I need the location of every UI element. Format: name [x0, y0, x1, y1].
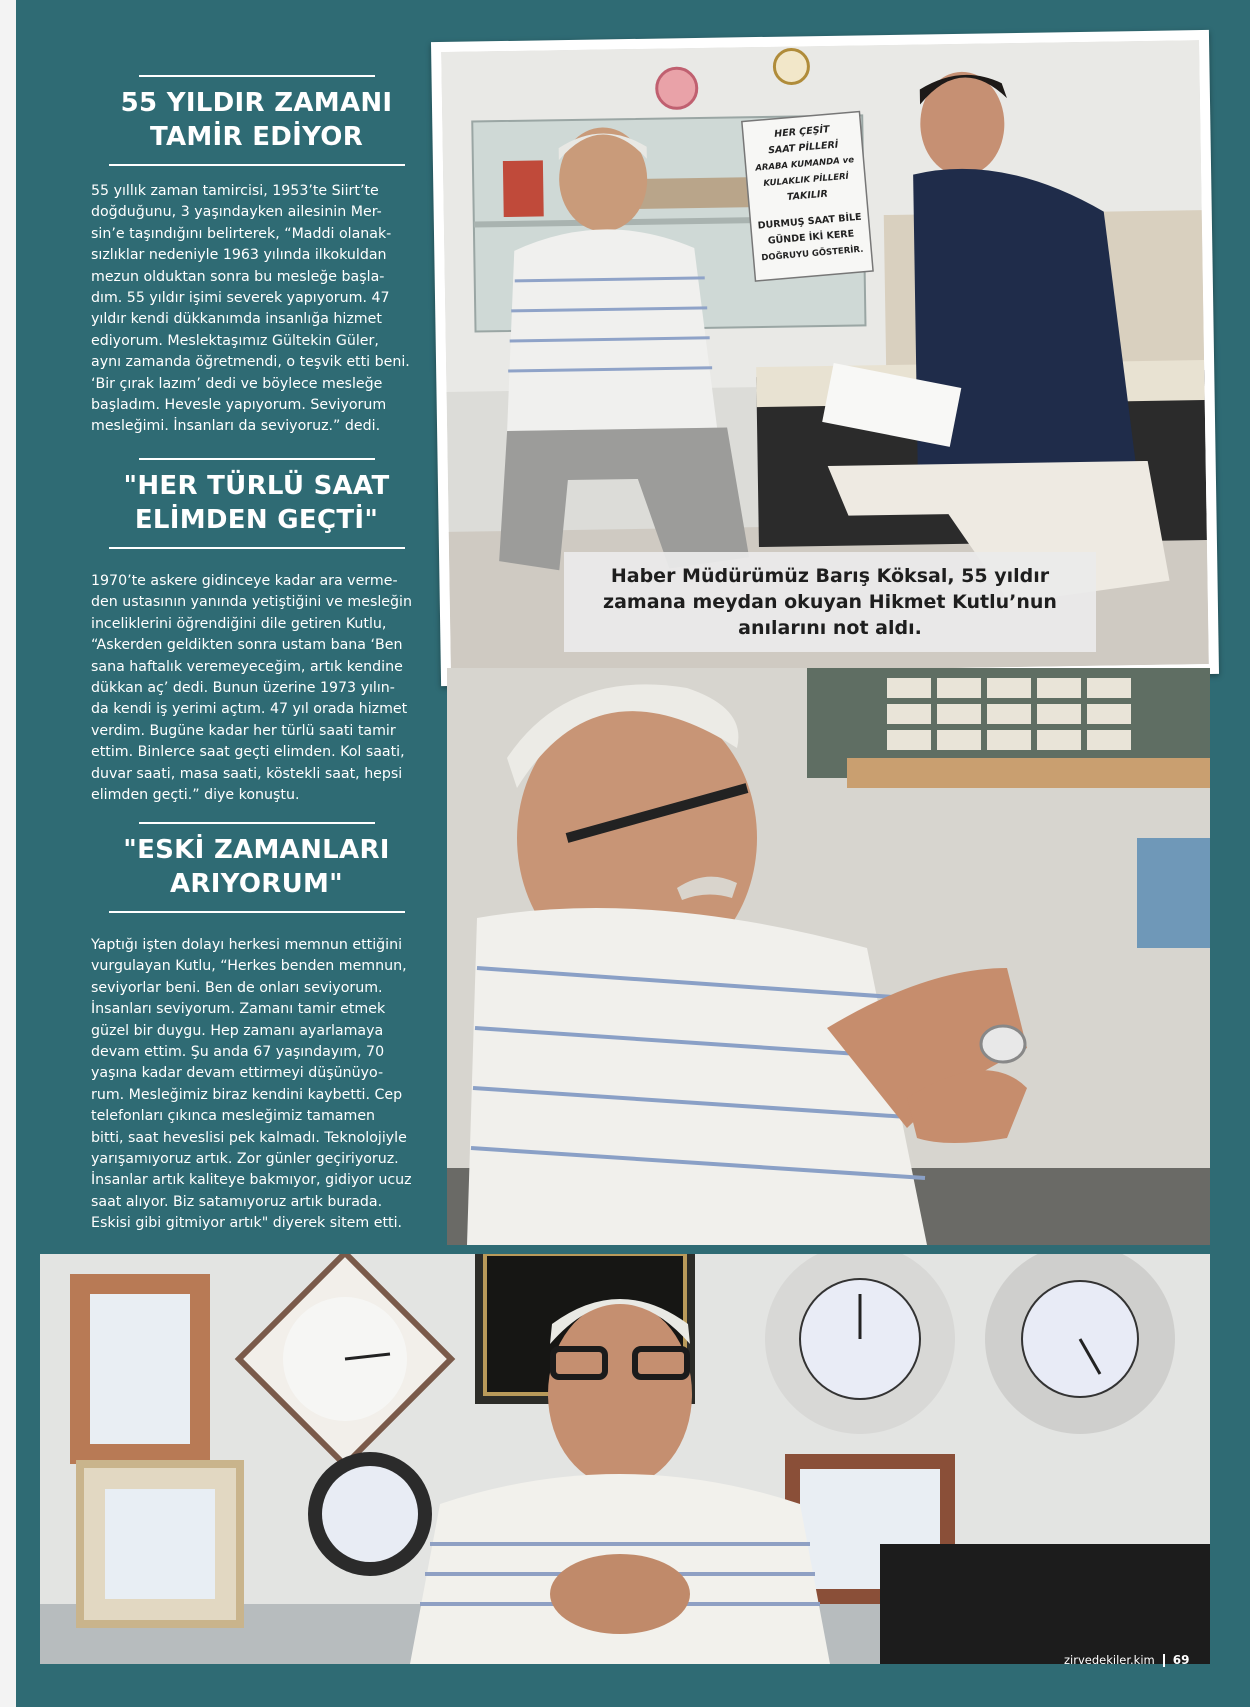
- shop-sign-line: HER ÇEŞİT: [773, 124, 831, 140]
- watchmaker-closeup-photo: [447, 668, 1210, 1245]
- wall-clocks-photo: [40, 1254, 1210, 1664]
- section-heading: 55 YILDIR ZAMANI TAMİR EDİYOR: [120, 88, 393, 152]
- footer-divider: [1163, 1654, 1165, 1667]
- page-footer: [1064, 1650, 1189, 1670]
- shop-sign-line: TAKILIR: [786, 188, 829, 203]
- section-intro: [91, 75, 422, 438]
- binders: [880, 1544, 1210, 1664]
- section-heading: "ESKİ ZAMANLARI ARIYORUM": [123, 835, 390, 899]
- article-paragraph: 1970’te askere gidinceye kadar ara verme- den ustasının yanında yetiştiğini ve mesleğin inceliklerini öğrendiğini dile getiren Kutlu, “Askerden geldikten sonra ustam bana ‘Ben sana haftalık veremeyeceğim, artık kendine dükkan aç’ dedi. Bunun üzerine 1973 yılın- da kendi iş yerimi açtım. 47 yıl orada hizmet verdim. Bugüne kadar her türlü saati tamir ettim. Binlerce saat geçti elimden. Kol saati, duvar saati, masa saati, köstekli saat, hepsi elimden geçti.” diye konuştu.: [91, 573, 412, 804]
- shop-sign-line: KULAKLIK PİLLERİ: [762, 171, 850, 189]
- section-old-times: [91, 822, 422, 1235]
- photo-caption: Haber Müdürümüz Barış Köksal, 55 yıldır zamana meydan okuyan Hikmet Kutlu’nun anılarını not aldı.: [564, 552, 1096, 652]
- section-every-watch: [91, 458, 422, 806]
- wall-clock-icon: [308, 1452, 432, 1576]
- heading-rule-top: [139, 458, 375, 460]
- shop-sign-line: DOĞRUYU GÖSTERİR.: [761, 244, 864, 264]
- pocket-watch-icon: [981, 1026, 1025, 1062]
- page-number: 69: [1172, 1653, 1190, 1667]
- footer-site: zirvedekiler.kim: [1064, 1653, 1155, 1667]
- shop-sign-line: DURMUŞ SAAT BİLE: [757, 211, 862, 232]
- page-edge-strip: [0, 0, 16, 1707]
- heading-rule-top: [139, 75, 375, 77]
- shop-sign-line: ARABA KUMANDA ve: [754, 155, 855, 174]
- wall-clock-icon: [70, 1274, 210, 1464]
- alarm-clock-icon: [656, 68, 697, 109]
- heading-rule-bottom: [109, 164, 405, 166]
- heading-rule-bottom: [109, 547, 405, 549]
- shop-sign: [742, 111, 873, 281]
- shop-sign-line: GÜNDE İKİ KERE: [767, 228, 855, 247]
- heading-rule-top: [139, 822, 375, 824]
- wall-clock-icon: [80, 1464, 240, 1624]
- article-paragraph: 55 yıllık zaman tamircisi, 1953’te Siirt’te doğduğunu, 3 yaşındayken ailesinin Mer- sin’e taşındığını belirterek, “Maddi olanak- sızlıklar nedeniyle 1963 yılında ilkokuldan mezun olduktan sonra bu mesleğe başla- dım. 55 yıldır işimi severek yapıyorum. 47 yıldır kendi dükkanımda insanlığa hizmet ediyorum. Meslektaşımız Gültekin Güler, aynı zamanda öğretmendi, o teşvik etti beni. ‘Bir çırak lazım’ dedi ve böylece mesleğe başladım. Hevesle yapıyorum. Seviyorum mesleğimi. İnsanları da seviyoruz.” dedi.: [91, 183, 410, 435]
- shop-sign-line: SAAT PİLLERİ: [767, 139, 839, 157]
- heading-rule-bottom: [109, 911, 405, 913]
- table-clock-icon: [774, 49, 809, 84]
- section-heading: "HER TÜRLÜ SAAT ELİMDEN GEÇTİ": [123, 471, 390, 535]
- article-paragraph: Yaptığı işten dolayı herkesi memnun ettiğini vurgulayan Kutlu, “Herkes benden memnun, seviyorlar beni. Ben de onları seviyorum. İnsanları seviyorum. Zamanı tamir etmek güzel bir duygu. Hep zamanı ayarlamaya devam ettim. Şu anda 67 yaşındayım, 70 yaşına kadar devam ettirmeyi düşünüyo- rum. Mesleğimiz biraz kendini kaybetti. Cep telefonları çıkınca mesleğimiz tamamen bitti, saat heveslisi pek kalmadı. Teknolojiyle yarışamıyoruz artık. Zor günler geçiriyoruz. İnsanlar artık kaliteye bakmıyor, gidiyor ucuz saat alıyor. Biz satamıyoruz artık burada. Eskisi gibi gitmiyor artık" diyerek sitem etti.: [91, 937, 412, 1232]
